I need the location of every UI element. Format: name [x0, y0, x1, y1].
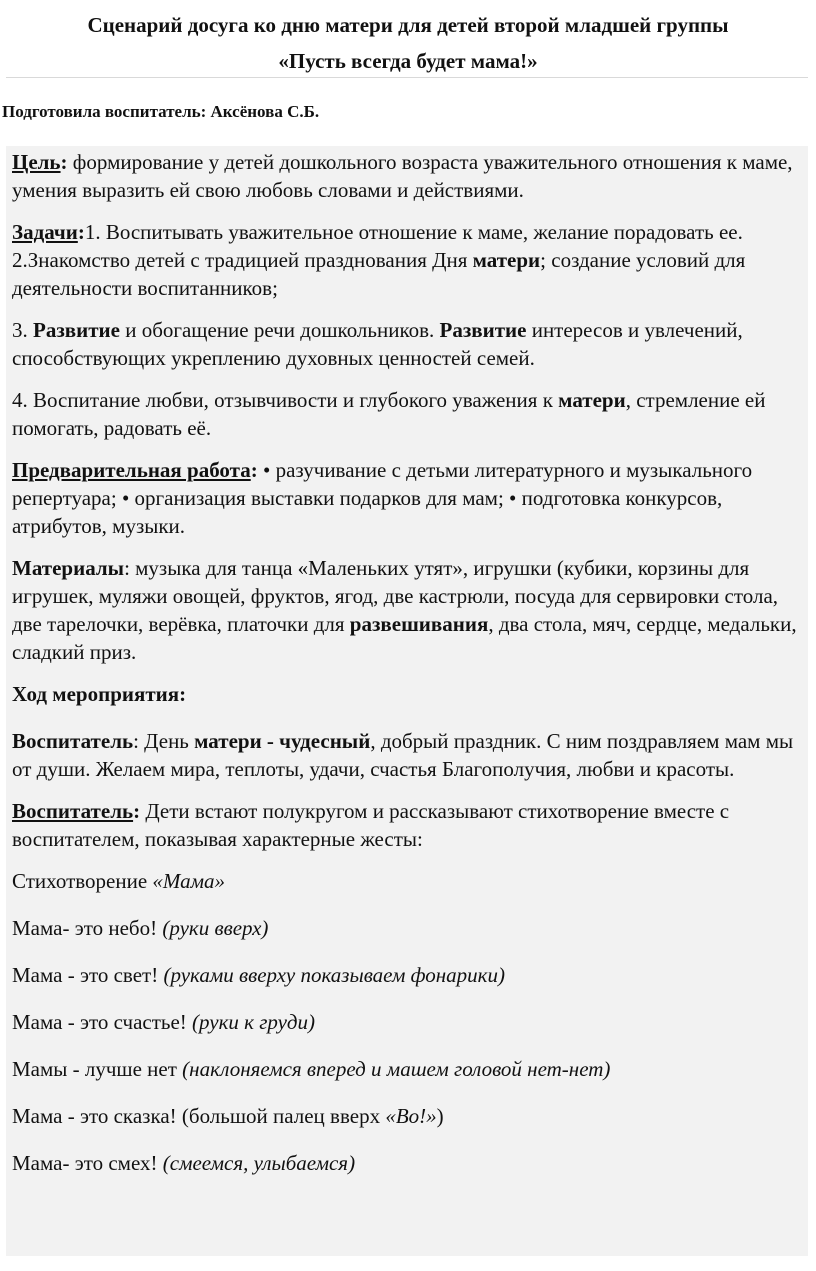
poem-line: [12, 1008, 800, 1036]
materials-text-b: , два стола, мяч, сердце, медальки, сладкий приз.: [12, 612, 797, 664]
goal-colon: :: [60, 150, 68, 174]
tasks-bold-a: матери: [472, 248, 541, 272]
prep-paragraph: [12, 456, 800, 540]
speech2-text: Дети встают полукругом и рассказывают стихотворение вместе с воспитателем, показывая характерные жесты:: [12, 799, 730, 851]
goal-label: Цель: [12, 150, 61, 174]
task3-bold-a: Развитие: [33, 318, 120, 342]
poem-line: [12, 961, 800, 989]
poem-line-note: (наклоняемся вперед и машем головой нет-нет): [182, 1057, 611, 1081]
document-title-line-1: Сценарий досуга ко дню матери для детей второй младшей группы: [87, 13, 729, 37]
poem-line-note: (руки вверх): [162, 916, 269, 940]
task4-text-a: 4. Воспитание любви, отзывчивости и глубокого уважения к: [12, 388, 559, 412]
materials-bold-a: развешивания: [349, 612, 489, 636]
prep-text: • разучивание с детьми литературного и музыкального репертуара; • организация выставки подарков для мам; • подготовка конкурсов, атрибутов, музыки.: [12, 458, 753, 538]
poem-line: [12, 914, 800, 942]
poem-title: «Мама»: [152, 869, 225, 893]
materials-label: Материалы: [12, 556, 125, 580]
poem-line-note: (смеемся, улыбаемся): [162, 1151, 356, 1175]
tasks-text-a: 1. Воспитывать уважительное отношение к маме, желание порадовать ее. 2.Знакомство детей с традицией празднования Дня: [12, 220, 743, 272]
poem-intro-text: Стихотворение: [12, 869, 153, 893]
tasks-colon: :: [77, 220, 85, 244]
speech1-paragraph: [12, 727, 800, 783]
task3-text-a: 3.: [12, 318, 33, 342]
poem-line-text: Мама - это счастье!: [12, 1010, 193, 1034]
materials-paragraph: [12, 554, 800, 666]
goal-paragraph: [12, 148, 800, 204]
task3-paragraph: [12, 316, 800, 372]
goal-text: формирование у детей дошкольного возраста уважительного отношения к маме, умения выразить ей свою любовь словами и действиями.: [12, 150, 793, 202]
tasks-label: Задачи: [12, 220, 78, 244]
task3-text-b: и обогащение речи дошкольников.: [119, 318, 440, 342]
task4-text-b: , стремление ей помогать, радовать её.: [12, 388, 766, 440]
poem-line-note: «Во!»: [385, 1104, 437, 1128]
prep-label: Предварительная работа: [12, 458, 251, 482]
task4-paragraph: [12, 386, 800, 442]
task4-bold-a: матери: [558, 388, 626, 412]
speech2-colon: :: [133, 799, 141, 823]
poem-line-text: Мама- это смех!: [12, 1151, 163, 1175]
poem-line: [12, 1149, 800, 1177]
speech1-text-b: , добрый праздник. С ним поздравляем мам мы от души. Желаем мира, теплоты, удачи, счастья Благополучия, любви и красоты.: [12, 729, 794, 781]
prep-colon: :: [250, 458, 258, 482]
poem-line-note: (руками вверху показываем фонарики): [163, 963, 506, 987]
poem-line-text: Мама - это сказка! (большой палец вверх: [12, 1104, 386, 1128]
speech1-text-a: : День: [133, 729, 195, 753]
poem-intro: [12, 867, 800, 895]
document-title-line-2: «Пусть всегда будет мама!»: [278, 49, 538, 73]
task3-bold-b: Развитие: [439, 318, 527, 342]
speech2-paragraph: [12, 797, 800, 853]
poem-line: [12, 1102, 800, 1130]
poem-line-note: (руки к груди): [192, 1010, 316, 1034]
tasks-text-b: ; создание условий для деятельности воспитанников;: [12, 248, 746, 300]
materials-text-a: : музыка для танца «Маленьких утят», игрушки (кубики, корзины для игрушек, муляжи овощей, фруктов, ягод, две кастрюли, посуда для сервировки стола, две тарелочки, верёвка, платочки для: [12, 556, 779, 636]
speech1-bold-a: матери - чудесный: [194, 729, 371, 753]
poem-line-text: Мамы - лучше нет: [12, 1057, 183, 1081]
poem-line-tail: ): [436, 1104, 444, 1128]
task3-text-c: интересов и увлечений, способствующих укреплению духовных ценностей семей.: [12, 318, 743, 370]
scenario-body: [6, 146, 808, 1256]
speech1-label: Воспитатель: [12, 729, 134, 753]
author-line: Подготовила воспитатель: Аксёнова С.Б.: [2, 102, 320, 121]
speech2-label: Воспитатель: [12, 799, 134, 823]
event-heading: [12, 680, 800, 708]
title-divider: [6, 77, 808, 78]
poem-line: [12, 1055, 800, 1083]
poem-line-text: Мама- это небо!: [12, 916, 163, 940]
event-heading-text: Ход мероприятия:: [12, 682, 187, 706]
poem-line-text: Мама - это свет!: [12, 963, 164, 987]
tasks-paragraph: [12, 218, 800, 302]
